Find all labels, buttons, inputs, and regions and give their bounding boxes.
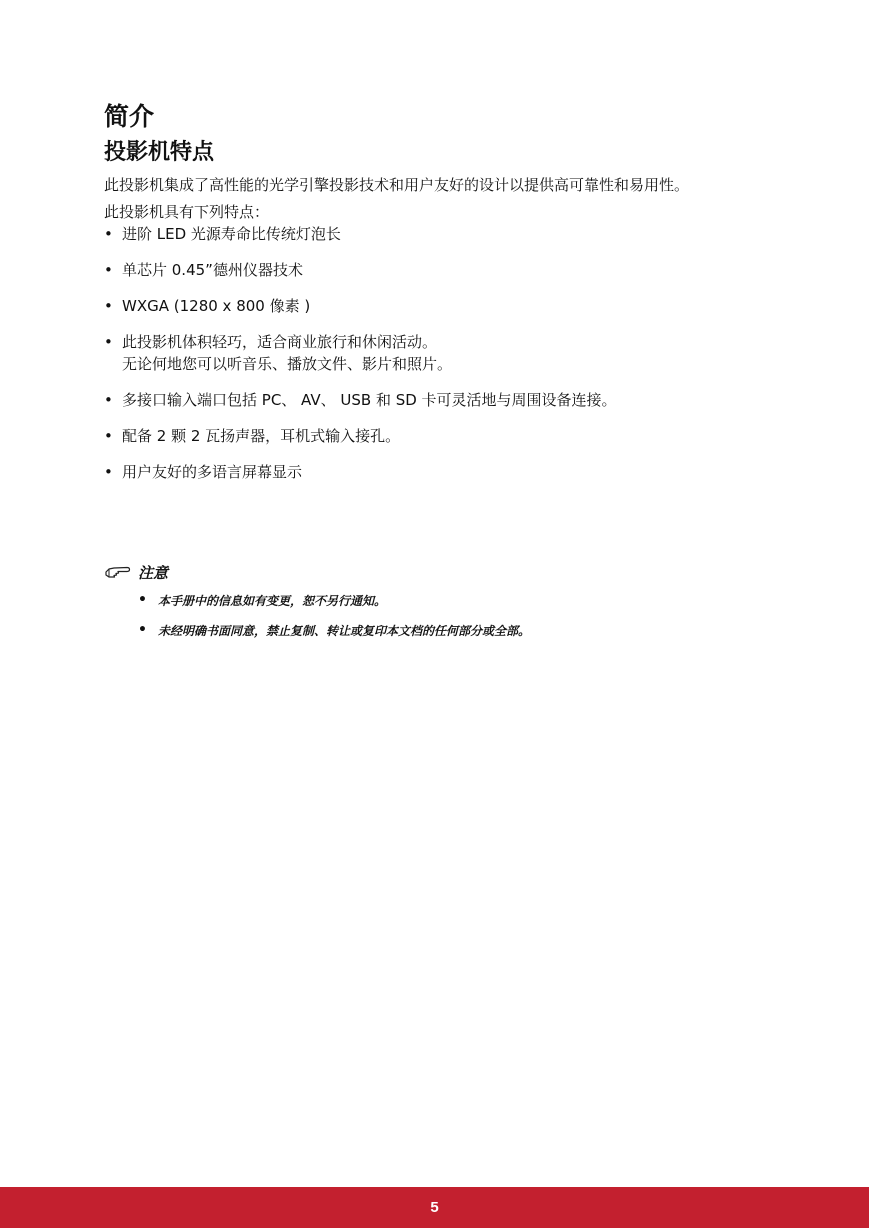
feature-text: WXGA (1280 x 800 像素 )	[122, 297, 311, 315]
bullet-icon: •	[138, 622, 147, 638]
feature-item	[104, 223, 764, 245]
section-title: 投影机特点	[104, 140, 215, 165]
bullet-icon: •	[104, 261, 113, 279]
feature-list	[104, 223, 764, 483]
bullet-icon: •	[104, 297, 113, 315]
bullet-icon: •	[104, 427, 113, 445]
bullet-icon: •	[104, 391, 113, 409]
feature-text-continued: 无论何地您可以听音乐、播放文件、影片和照片。	[122, 355, 453, 373]
bullet-icon: •	[104, 333, 113, 351]
page-number: 5	[430, 1199, 439, 1216]
feature-item	[104, 331, 764, 375]
intro-paragraph: 此投影机集成了高性能的光学引擎投影技术和用户友好的设计以提供高可靠性和易用性。	[104, 176, 690, 194]
feature-item	[104, 425, 764, 447]
note-header	[104, 560, 764, 584]
feature-text: 单芯片 0.45”德州仪器技术	[122, 261, 303, 279]
feature-text: 用户友好的多语言屏幕显示	[122, 463, 303, 481]
features-intro: 此投影机具有下列特点：	[104, 203, 270, 221]
feature-item	[104, 259, 764, 281]
note-list	[104, 592, 764, 640]
note-text: 本手册中的信息如有变更，恕不另行通知。	[158, 594, 387, 608]
feature-item	[104, 295, 764, 317]
feature-text: 此投影机体积轻巧，适合商业旅行和休闲活动。	[122, 333, 438, 351]
note-section	[104, 560, 764, 652]
feature-text: 配备 2 颗 2 瓦扬声器，耳机式输入接孔。	[122, 427, 401, 445]
feature-text: 多接口输入端口包括 PC、 AV、 USB 和 SD 卡可灵活地与周围设备连接。	[122, 391, 617, 409]
note-text: 未经明确书面同意，禁止复制、转让或复印本文档的任何部分或全部。	[158, 624, 531, 638]
pointing-hand-icon	[104, 563, 132, 581]
note-item	[138, 592, 764, 610]
bullet-icon: •	[104, 225, 113, 243]
feature-item	[104, 389, 764, 411]
feature-text: 进阶 LED 光源寿命比传统灯泡长	[122, 225, 341, 243]
main-content	[104, 100, 764, 497]
footer-bar	[0, 1187, 869, 1228]
feature-item	[104, 461, 764, 483]
bullet-icon: •	[138, 592, 147, 608]
note-item	[138, 622, 764, 640]
note-title: 注意	[138, 563, 169, 582]
bullet-icon: •	[104, 463, 113, 481]
page-title: 简介	[104, 102, 155, 131]
